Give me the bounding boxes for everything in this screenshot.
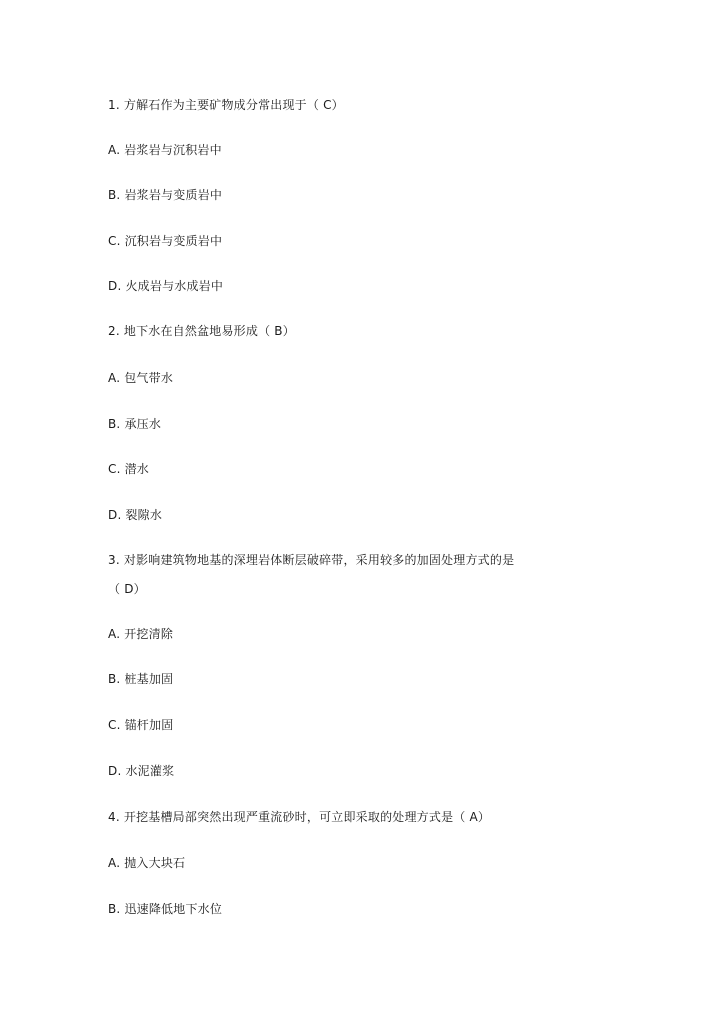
question-1-option-c: C. 沉积岩与变质岩中 <box>108 234 223 248</box>
question-3-option-a: A. 开挖清除 <box>108 627 174 641</box>
question-4-option-b: B. 迅速降低地下水位 <box>108 902 223 916</box>
question-3-option-c: C. 锚杆加固 <box>108 718 174 732</box>
question-2-option-a: A. 包气带水 <box>108 371 174 385</box>
question-2-stem: 2. 地下水在自然盆地易形成（ B） <box>108 324 295 338</box>
question-4-option-a: A. 抛入大块石 <box>108 856 186 870</box>
question-2-option-b: B. 承压水 <box>108 417 162 431</box>
question-1-stem: 1. 方解石作为主要矿物成分常出现于（ C） <box>108 98 344 112</box>
question-3-stem-continuation: （ D） <box>108 582 146 596</box>
question-1-option-d: D. 火成岩与水成岩中 <box>108 279 224 293</box>
question-3-stem: 3. 对影响建筑物地基的深埋岩体断层破碎带，采用较多的加固处理方式的是 <box>108 553 515 567</box>
question-1-option-a: A. 岩浆岩与沉积岩中 <box>108 143 222 157</box>
question-3-option-d: D. 水泥灌浆 <box>108 764 175 778</box>
question-1-option-b: B. 岩浆岩与变质岩中 <box>108 188 223 202</box>
question-2-option-c: C. 潜水 <box>108 462 150 476</box>
question-3-option-b: B. 桩基加固 <box>108 672 174 686</box>
question-2-option-d: D. 裂隙水 <box>108 508 163 522</box>
question-4-stem: 4. 开挖基槽局部突然出现严重流砂时，可立即采取的处理方式是（ A） <box>108 810 491 824</box>
